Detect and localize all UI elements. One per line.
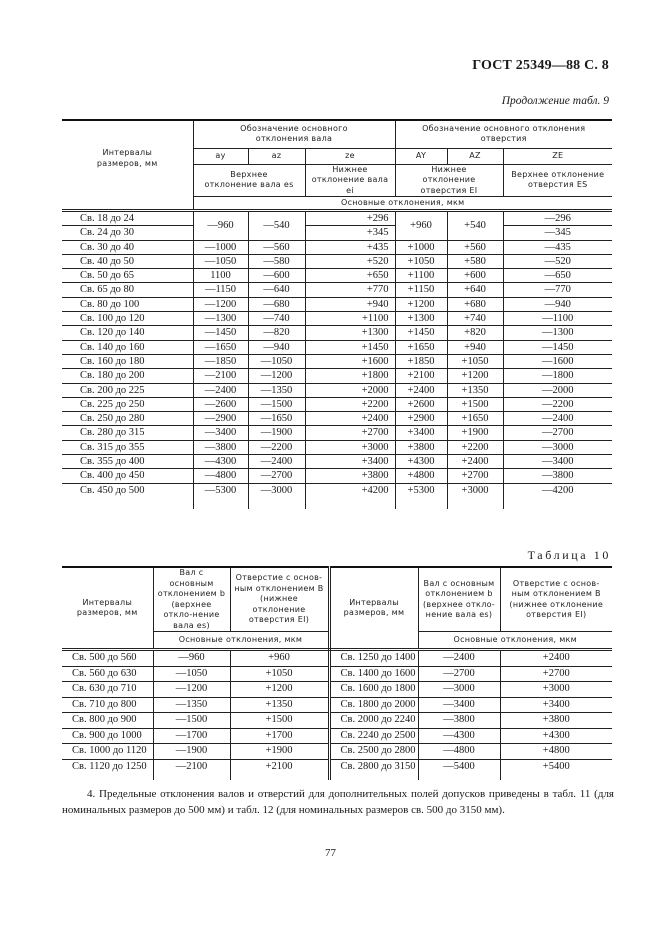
table-row: Св. 24 до 30 +345 —345 [62, 226, 612, 240]
header-code-az: az [248, 148, 305, 164]
table-row: Св. 100 до 120 —1300 —740 +1100 +1300 +740 —1100 [62, 312, 612, 326]
header-shaft-left: Вал с основным отклонением b (верхнее откло-нение вала es) [153, 567, 230, 632]
table-continuation-label: Продолжение табл. 9 [501, 95, 609, 107]
table-row: Св. 18 до 24 —960 —540 +296 +960 +540 —296 [62, 211, 612, 226]
table-row: Св. 1000 до 1120 —1900 +1900 Св. 2500 до 2800 —4800 +4800 [62, 744, 612, 760]
table-row: Св. 355 до 400 —4300 —2400 +3400 +4300 +2400 —3400 [62, 455, 612, 469]
table-row: Св. 500 до 560 —960 +960 Св. 1250 до 1400 —2400 +2400 [62, 650, 612, 667]
paragraph-4 [62, 786, 614, 818]
header-shaft-lower: Нижнее отклонение вала ei [305, 164, 395, 197]
header-hole-upper: Верхнее отклонение отверстия ES [503, 164, 612, 197]
header-code-ay: ay [193, 148, 248, 164]
table-row: Св. 315 до 355 —3800 —2200 +3000 +3800 +2200 —3000 [62, 440, 612, 454]
document-code: ГОСТ 25349—88 С. 8 [472, 58, 609, 73]
table-row: Св. 120 до 140 —1450 —820 +1300 +1450 +820 —1300 [62, 326, 612, 340]
table-row: Св. 40 до 50 —1050 —580 +520 +1050 +580 —520 [62, 254, 612, 268]
merged-ay: —960 [193, 211, 248, 241]
table-row: Св. 710 до 800 —1350 +1350 Св. 1800 до 2000 —3400 +3400 [62, 697, 612, 713]
table-row: Св. 80 до 100 —1200 —680 +940 +1200 +680 —940 [62, 297, 612, 311]
header-shaft-group: Обозначение основного отклонения вала [193, 120, 395, 148]
merged-AY: +960 [395, 211, 447, 241]
table-row: Св. 30 до 40 —1000 —560 +435 +1000 +560 —435 [62, 240, 612, 254]
table-row: Св. 560 до 630 —1050 +1050 Св. 1400 до 1600 —2700 +2700 [62, 666, 612, 682]
merged-AZ: +540 [447, 211, 503, 241]
header-code-ZE: ZE [503, 148, 612, 164]
paragraph-text: 4. Предельные отклонения валов и отверстий для дополнительных полей допусков приведены в табл. 11 (для номинальных размеров до 500 мм) и табл. 12 (для номинальных размеров св. 500 до 3150 мм). [62, 788, 614, 816]
table-row: Св. 250 до 280 —2900 —1650 +2400 +2900 +1650 —2400 [62, 412, 612, 426]
header-code-AY: AY [395, 148, 447, 164]
table-row: Св. 160 до 180 —1850 —1050 +1600 +1850 +1050 —1600 [62, 354, 612, 368]
table-row: Св. 225 до 250 —2600 —1500 +2200 +2600 +1500 —2200 [62, 397, 612, 411]
merged-az: —540 [248, 211, 305, 241]
table-row: Св. 180 до 200 —2100 —1200 +1800 +2100 +1200 —1800 [62, 369, 612, 383]
table-10-title: Таблица 10 [527, 548, 611, 562]
page-number: 77 [325, 847, 336, 859]
header-shaft-upper: Верхнее отклонение вала es [193, 164, 305, 197]
header-hole-group: Обозначение основного отклонения отверстия [395, 120, 612, 148]
table-row: Св. 65 до 80 —1150 —640 +770 +1150 +640 —770 [62, 283, 612, 297]
header-hole-right: Отверстие с основ-ным отклонением B (нижнее отклонение отверстия EI) [500, 567, 612, 632]
header-units-left: Основные отклонения, мкм [153, 632, 329, 650]
header-hole-left: Отверстие с основ-ным отклонением B (нижнее отклонение отверстия EI) [230, 567, 329, 632]
header-units-right: Основные отклонения, мкм [418, 632, 612, 650]
table-row: Св. 800 до 900 —1500 +1500 Св. 2000 до 2240 —3800 +3800 [62, 713, 612, 729]
table-9 [62, 119, 612, 509]
header-units: Основные отклонения, мкм [193, 197, 612, 211]
header-interval-left: Интервалы размеров, мм [62, 567, 153, 650]
header-hole-lower: Нижнее отклонение отверстия EI [395, 164, 503, 197]
table-row: Св. 1120 до 1250 —2100 +2100 Св. 2800 до 3150 —5400 +5400 [62, 759, 612, 774]
header-code-ze: ze [305, 148, 395, 164]
header-interval-right: Интервалы размеров, мм [329, 567, 418, 650]
header-shaft-right: Вал с основным отклонением b (верхнее откло-нение вала es) [418, 567, 500, 632]
table-row: Св. 450 до 500 —5300 —3000 +4200 +5300 +3000 —4200 [62, 483, 612, 497]
table-row: Св. 200 до 225 —2400 —1350 +2000 +2400 +1350 —2000 [62, 383, 612, 397]
table-row: Св. 900 до 1000 —1700 +1700 Св. 2240 до 2500 —4300 +4300 [62, 728, 612, 744]
table-row: Св. 630 до 710 —1200 +1200 Св. 1600 до 1800 —3000 +3000 [62, 682, 612, 698]
table-row: Св. 400 до 450 —4800 —2700 +3800 +4800 +2700 —3800 [62, 469, 612, 483]
table-row: Св. 140 до 160 —1650 —940 +1450 +1650 +940 —1450 [62, 340, 612, 354]
table-row: Св. 50 до 65 1100 —600 +650 +1100 +600 —650 [62, 269, 612, 283]
table-row: Св. 280 до 315 —3400 —1900 +2700 +3400 +1900 —2700 [62, 426, 612, 440]
header-interval: Интервалы размеров, мм [96, 148, 158, 168]
header-code-AZ: AZ [447, 148, 503, 164]
table-10 [62, 566, 612, 780]
